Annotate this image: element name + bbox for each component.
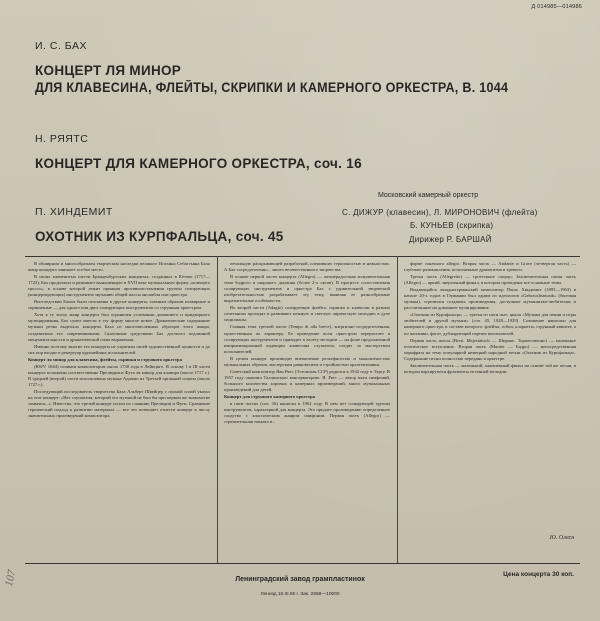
note-paragraph: Советский композитор Яан Рятс (Эстонская ССР) родился в 1932 году в Тарту. В 1957 году окончил Таллинскую консерваторию. Я. Рятс — автор пяти симфоний, большого количества хоровых и камерных произведений, много музыкальных произведений для детей. <box>224 368 390 392</box>
composer-ryats: Н. РЯЯТС <box>35 133 89 145</box>
note-paragraph: Заключительная часть — маленький, оживленный финал на основе той же песни, в котором варьируются фрагменты песенной мелодии. <box>404 362 576 374</box>
top-divider <box>25 256 580 257</box>
bottom-divider <box>25 563 580 564</box>
note-paragraph: Первая часть пьесы (Breit. Majestätisch — Широко. Торжественно) — маленькое поэтическое вступление. Вторая часть (Munter — Бодро) — непосредственная парафраза на тему популярной немецкой народной песни «Охотник из Курпфальца». Содержание песни полностью передано в оркестре. <box>404 337 576 361</box>
handwritten-mark: 107 <box>3 568 19 588</box>
note-heading: Концерт ля минор для клавесина, флейты, скрипки и струнного оркестра <box>28 356 182 362</box>
work-bach-title: КОНЦЕРТ ЛЯ МИНОР <box>35 63 182 78</box>
column-divider-2 <box>397 256 398 563</box>
note-paragraph: Главная тема третьей части (Tempo di alla breve), энергично-сосредоточенная, мужественная по характеру. Ее проведение всем оркестром перерастает в солирующих инструментов и приводит к взлету мелодии — на фоне продолженной импровизационной каденции клавесина слушатель следит за мастерством исполнителей. <box>224 324 390 354</box>
price-label: Цена концерта 30 коп. <box>503 571 574 578</box>
note-paragraph: Хотя к ту эпоху жанр концерта был ограничен условиями домашнего и придворного музицирования, Бах сумел внести в эту форму многое новое. Драматические содержание музыки резко выделяло концерты Баха из многочисленных образцов этого жанра, создаваемых его современниками. Сказочным средствами Бах достигал подлинной монументальности и драматической силы выражения. <box>28 312 210 342</box>
note-paragraph: печальную раскрывающей разработкой, пленивших героичностью и нежностью. А Бах сосредоточенно... много величественного творчества. <box>224 261 390 273</box>
composer-hindemith: П. ХИНДЕМИТ <box>35 206 113 218</box>
soloists-line-2: Б. КУНЬЕВ (скрипка) <box>410 221 494 230</box>
note-paragraph: Именно поэтому многие его концерты не утратили своей художественной ценности и до сих пор входят в репертуар крупнейших исполнителей. <box>28 343 210 355</box>
note-paragraph: в пяти частях (соч. 16) написан в 1962 году. В нем нет солирующей группы инструментов, характерной для концерта. Это придает произведению определенное сходство с классическим жанром симфонии. Первая часть (Allegro) — стремительная токката в... <box>224 401 390 425</box>
note-heading: Концерт для струнного камерного оркестра <box>224 393 315 399</box>
work-bach-instrumentation: ДЛЯ КЛАВЕСИНА, ФЛЕЙТЫ, СКРИПКИ И КАМЕРНОГО ОРКЕСТРА, В. 1044 <box>35 80 509 95</box>
note-paragraph: Выдающийся западногерманский композитор Пауль Хиндемит (1895—1963) в начале 20-х годов в Германии был одним из идеологов «Gebrauchsmusik» (бытовая музыка), стремился создавать произведения, доступные музыкантам-любителям и рассчитанные на домашнее музицирование. <box>404 287 576 311</box>
note-paragraph: В целом концерт производит впечатление рельефностью и монолитностью музыкальных образов, мастерским равновесием и стройностью архитектоники. <box>224 355 390 367</box>
author-signature: Ю. Олеся <box>549 535 574 541</box>
note-paragraph: В своих знаменитых шести Бранденбургских концертах, созданных в Кётене (1717—1723), Бах продолжил и развивает выношенную в XVII веке музыкальную форму «кончерто гроссо», в основе которой лежит принцип противопоставления группы солирующих (концертирующих) инструментов звучанию общей массы ансамбля или оркестра. <box>28 274 210 298</box>
catalog-number: Д 014985—014986 <box>531 4 582 10</box>
note-paragraph: «Охотник из Курпфальца» — третья из пяти пьес цикла «Музыка для пения и игры любителей и другой музыки» (соч. 45, 1928—1929). Сочинение написано для камерного оркестра, в составе которого: флейты, гобои, кларнеты, струнный квинтет, а по желанию, фагот, дублирующий партию виолончелей. <box>404 312 576 336</box>
composer-bach: И. С. БАХ <box>35 40 87 52</box>
work-ryats-title: КОНЦЕРТ ДЛЯ КАМЕРНОГО ОРКЕСТРА, соч. 16 <box>35 156 362 171</box>
print-info: Ленизд 10.III.65 г. Зак. 2658—10000 <box>260 592 340 597</box>
column-divider-1 <box>217 256 218 563</box>
factory-name: Ленинградский завод грампластинок <box>235 576 365 583</box>
work-hindemith-title: ОХОТНИК ИЗ КУРПФАЛЬЦА, соч. 45 <box>35 229 284 244</box>
note-paragraph: В обширном и многообразном творческом наследии великого Иоганна Себастьяна Баха жанр концерта занимает особое место. <box>28 261 210 273</box>
notes-column-2 <box>224 261 390 555</box>
orchestra-name: Московский камерный оркестр <box>378 192 479 199</box>
note-paragraph: Во второй части (Adagio) солирующие флейта, скрипка и клавесин в разных сочетаниях проходят и развивают нежную и светлую лирическую мелодию в духе сицилианы. <box>224 305 390 323</box>
note-paragraph: Впоследствии Бахом были положены в другие концерты, главным образом клавирные и скрипичные — для одного или двух солирующих инструментов со струнным оркестром. <box>28 299 210 311</box>
conductor: Дирижер Р. БАРШАЙ <box>409 235 492 244</box>
note-paragraph: Третья часть (Allegretto) — гротескное скерцо; Заключительная пятая часть (Allegro) — яркий, энергичный финал, в котором проведены все основные темы. <box>404 274 576 286</box>
note-paragraph: форме сонатного allegro. Вторая часть — Andante и Grave (четвертая часть) — глубокие размышления, исполненные драматизма и тревоги. <box>404 261 576 273</box>
note-paragraph: Последующий исследователь творчества Баха Альберт Швейцер с полной силой указал на этот концерт: «Нет слушателя, который его музыкой не был бы при первом же знакомстве захвачен...». Известно, что третий концерт полон по слиянию Прелюдии и Фуги. Сравнение героический подход к развитию материала — все это позволяет отнести концерт к числу значительных произведений композитора. <box>28 388 210 419</box>
notes-column-1 <box>28 261 210 555</box>
soloists-line-1: С. ДИЖУР (клавесин), Л. МИРОНОВИЧ (флейта) <box>342 208 538 217</box>
notes-column-3 <box>404 261 576 533</box>
note-paragraph: В основе первой части концерта (Allegro) — жизнерадостная монументальная тема бодрого и широкого дыхания (более 2-х октав). В процессе сопоставления солирующих инструментов и оркестра Бах с удивительной творческой изобретательностью разрабатывает эту тему, выявляя ее разнообразные выразительные особенности. <box>224 274 390 304</box>
note-paragraph: (BWV 1044) сочинен композитором около 1730 года в Лейпциге. В основу I и III части концерта положены соответственно Прелюдия и Фуга ля минор для клавира (около 1717 г.). В средней (второй) части использована музыка Адажио из Третьей органной сонаты (около 1727 г.). <box>28 363 210 387</box>
